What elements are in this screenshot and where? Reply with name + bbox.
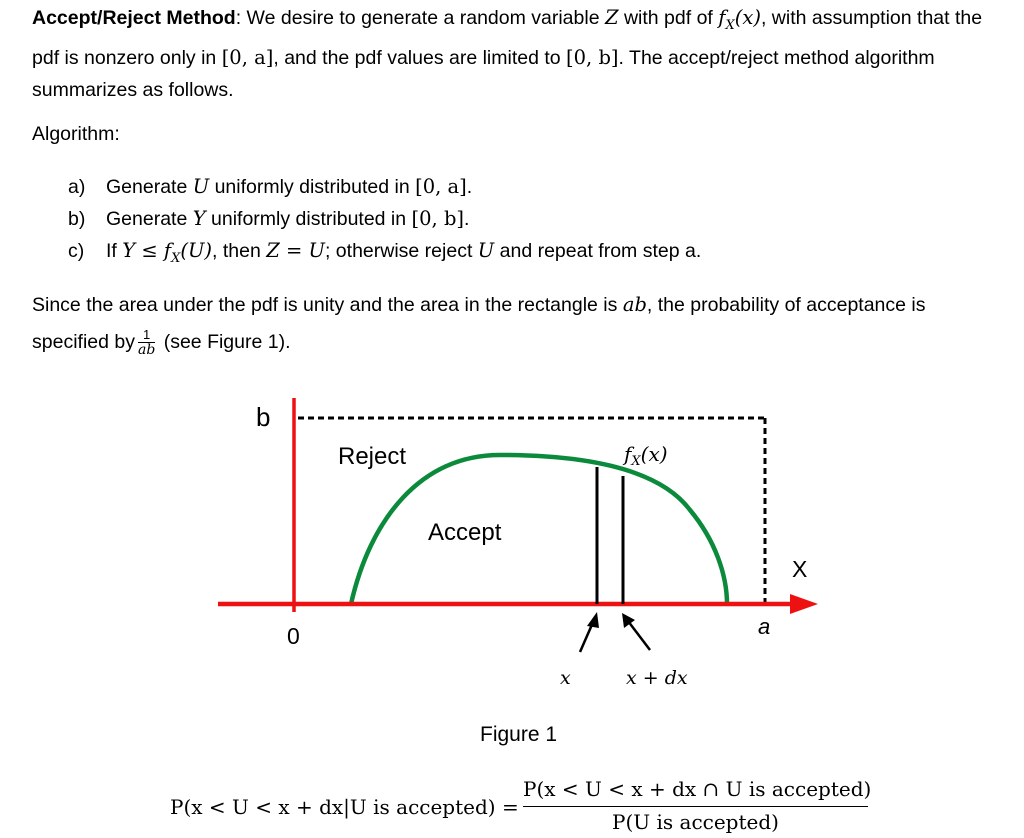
- interval-b: [0, b]: [566, 45, 619, 69]
- label-accept: Accept: [428, 519, 502, 546]
- pdf-subscript: X: [725, 17, 735, 33]
- step-text: Generate: [106, 208, 193, 230]
- assignment: Z = U: [266, 239, 325, 262]
- step-label: b): [68, 208, 86, 230]
- label-fx-f: f: [624, 442, 632, 466]
- label-X-axis: X: [792, 556, 808, 582]
- figure-caption: Figure 1: [480, 723, 558, 746]
- label-zero: 0: [287, 623, 300, 649]
- intro-text: . The accept/reject method algorithm summarizes as follows.: [32, 46, 935, 101]
- pdf-arg: (x): [734, 6, 761, 29]
- since-text: (see Figure 1).: [158, 331, 291, 353]
- label-x: x: [560, 667, 571, 689]
- step-text: .: [464, 208, 470, 230]
- var-z: Z: [604, 6, 619, 29]
- equation-denominator: P(U is accepted): [612, 810, 779, 834]
- label-fx: [622, 442, 668, 469]
- label-x-plus-dx: x + dx: [626, 667, 688, 689]
- area-ab: ab: [622, 293, 647, 316]
- label-b: b: [256, 402, 271, 432]
- step-text: ; otherwise reject: [324, 240, 478, 262]
- intro-text: , with assumption that the pdf is nonzero only in: [32, 7, 983, 69]
- condition-arg: (U): [180, 239, 213, 262]
- fraction-numerator: 1: [138, 328, 155, 343]
- interval: [0, b]: [411, 207, 465, 230]
- intro-text: , and the pdf values are limited to: [273, 46, 567, 69]
- var-y: Y: [192, 207, 206, 230]
- var-u: U: [192, 175, 210, 198]
- step-text: .: [466, 176, 473, 198]
- condition: Y ≤ f: [122, 239, 172, 262]
- label-reject: Reject: [338, 443, 407, 470]
- label-fx-arg: (x): [640, 442, 668, 466]
- interval-a: [0, a]: [221, 45, 274, 69]
- pdf-symbol: f: [718, 6, 726, 29]
- fraction-denominator: ab: [137, 341, 156, 358]
- x-pointer-arrowhead: [587, 612, 599, 628]
- label-a: a: [758, 614, 771, 639]
- var-u: U: [477, 239, 495, 262]
- step-label: a): [68, 176, 86, 198]
- since-text: specified by: [32, 331, 135, 353]
- since-text: Since the area under the pdf is unity and the area in the rectangle is: [32, 294, 623, 316]
- equation-lhs: P(x < U < x + dx|U is accepted): [170, 795, 496, 819]
- since-text: , the probability of acceptance is: [646, 294, 926, 316]
- step-text: and repeat from step a.: [494, 240, 702, 262]
- equation-numerator: P(x < U < x + dx ∩ U is accepted): [523, 777, 872, 801]
- step-text: uniformly distributed in: [205, 208, 412, 230]
- algorithm-label: Algorithm:: [32, 123, 120, 145]
- equation-equals: =: [502, 795, 519, 819]
- xdx-pointer-arrow: [628, 621, 650, 650]
- method-heading: Accept/Reject Method: [32, 7, 236, 29]
- interval: [0, a]: [415, 175, 467, 198]
- step-text: Generate: [106, 176, 193, 198]
- step-text: , then: [212, 240, 267, 262]
- x-axis-arrowhead: [790, 594, 818, 614]
- intro-text: : We desire to generate a random variable: [235, 7, 605, 29]
- intro-text: with pdf of: [618, 7, 719, 29]
- step-text: If: [106, 240, 123, 262]
- equation-fraction-bar: [523, 806, 868, 807]
- pdf-curve: [351, 455, 727, 604]
- step-label: c): [68, 240, 85, 262]
- condition-subscript: X: [171, 250, 181, 266]
- step-text: uniformly distributed in: [209, 176, 416, 198]
- label-fx-sub: X: [631, 454, 641, 469]
